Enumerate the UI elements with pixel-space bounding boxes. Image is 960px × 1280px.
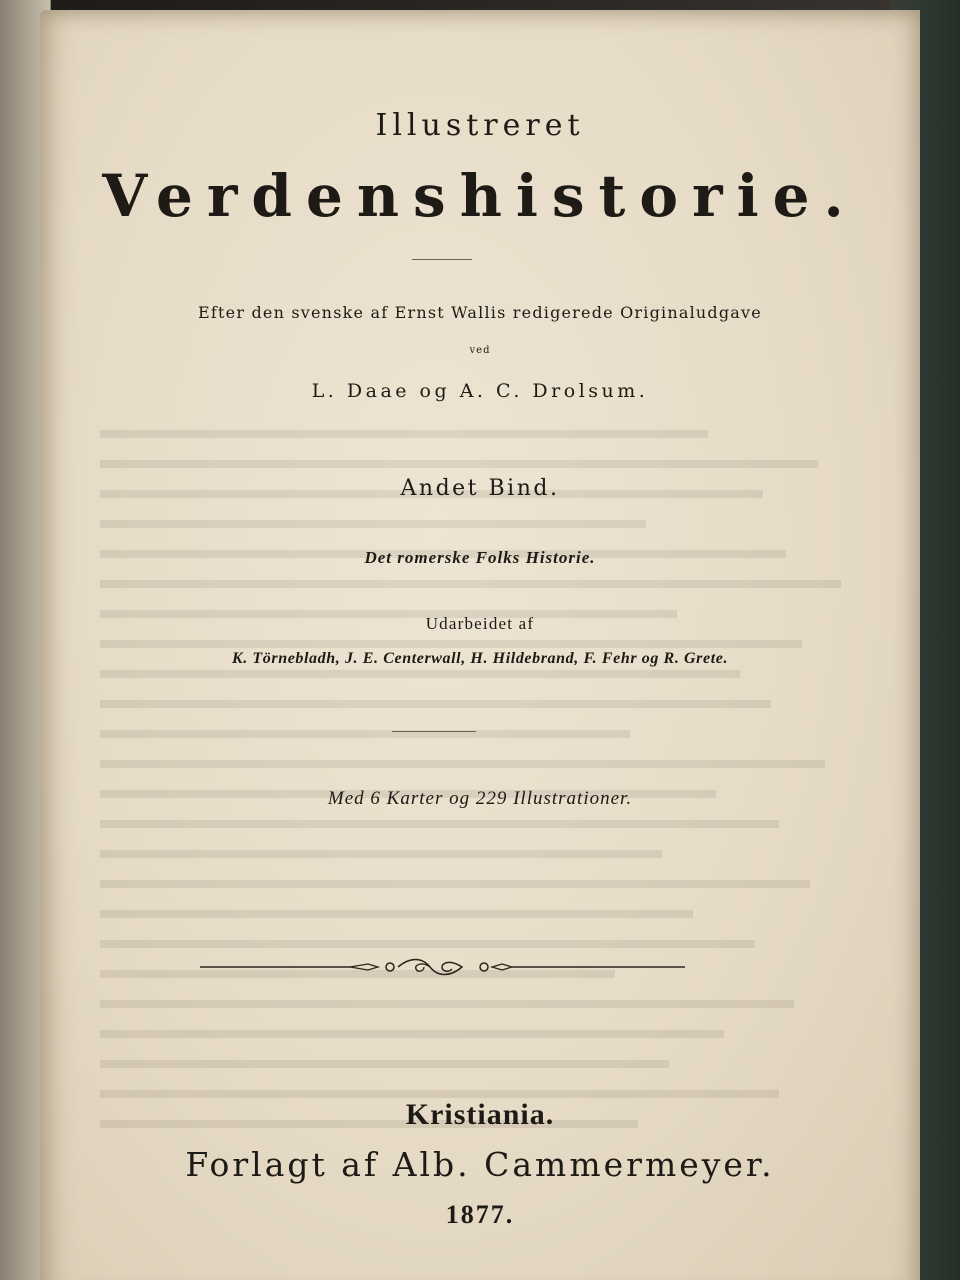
ornamental-rule	[200, 955, 685, 979]
volume-label: Andet Bind.	[400, 476, 560, 501]
publisher: Forlagt af Alb. Cammermeyer.	[185, 1145, 775, 1184]
illustrations-note: Med 6 Karter og 229 Illustrationer.	[327, 788, 633, 809]
editors: L. Daae og A. C. Drolsum.	[311, 380, 649, 402]
title-line-1: Illustreret	[375, 108, 585, 143]
volume-title: Det romerske Folks Historie.	[364, 548, 596, 567]
city: Kristiania.	[405, 1098, 555, 1131]
main-title: Verdenshistorie.	[102, 162, 858, 230]
authors-divider	[392, 731, 476, 732]
subtitle: Efter den svenske af Ernst Wallis redigerede Originaludgave	[198, 303, 762, 322]
ved-text: ved	[469, 345, 491, 356]
authors: K. Törnebladh, J. E. Centerwall, H. Hildebrand, F. Fehr og R. Grete.	[231, 650, 729, 667]
title-divider	[412, 259, 472, 260]
prepared-by: Udarbeidet af	[425, 614, 535, 633]
year: 1877.	[445, 1200, 515, 1229]
